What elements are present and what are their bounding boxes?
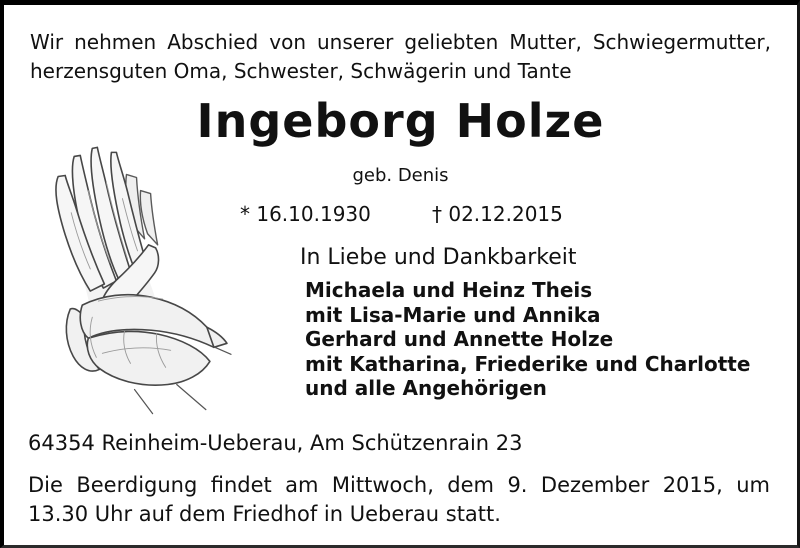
opening-line-2: herzensguten Oma, Schwester, Schwägerin und Tante (30, 59, 572, 83)
mourner-line-3: Gerhard und Annette Holze (305, 327, 614, 351)
mourner-line-5: und alle Angehörigen (305, 376, 547, 400)
mourners-list (305, 278, 750, 401)
birth-date: * 16.10.1930 (240, 202, 371, 226)
mourner-line-2: mit Lisa-Marie und Annika (305, 302, 601, 327)
maiden-name: geb. Denis (352, 165, 449, 186)
funeral-line-2: 13.30 Uhr auf dem Friedhof in Ueberau statt. (28, 502, 501, 526)
death-date: † 02.12.2015 (432, 202, 563, 226)
deceased-name: Ingeborg Holze (196, 94, 605, 148)
funeral-line-1: Die Beerdigung findet am Mittwoch, dem 9. Dezember 2015, um (28, 473, 770, 497)
address-line: 64354 Reinheim-Ueberau, Am Schützenrain 23 (28, 431, 523, 455)
opening-text (30, 28, 771, 86)
condolence-heading: In Liebe und Dankbarkeit (300, 245, 577, 270)
opening-line-1: Wir nehmen Abschied von unserer geliebten Mutter, Schwiegermutter, (30, 30, 771, 54)
funeral-text (28, 471, 770, 529)
mourner-line-4: mit Katharina, Friederike und Charlotte (305, 351, 751, 376)
mourner-line-1: Michaela und Heinz Theis (305, 278, 593, 302)
